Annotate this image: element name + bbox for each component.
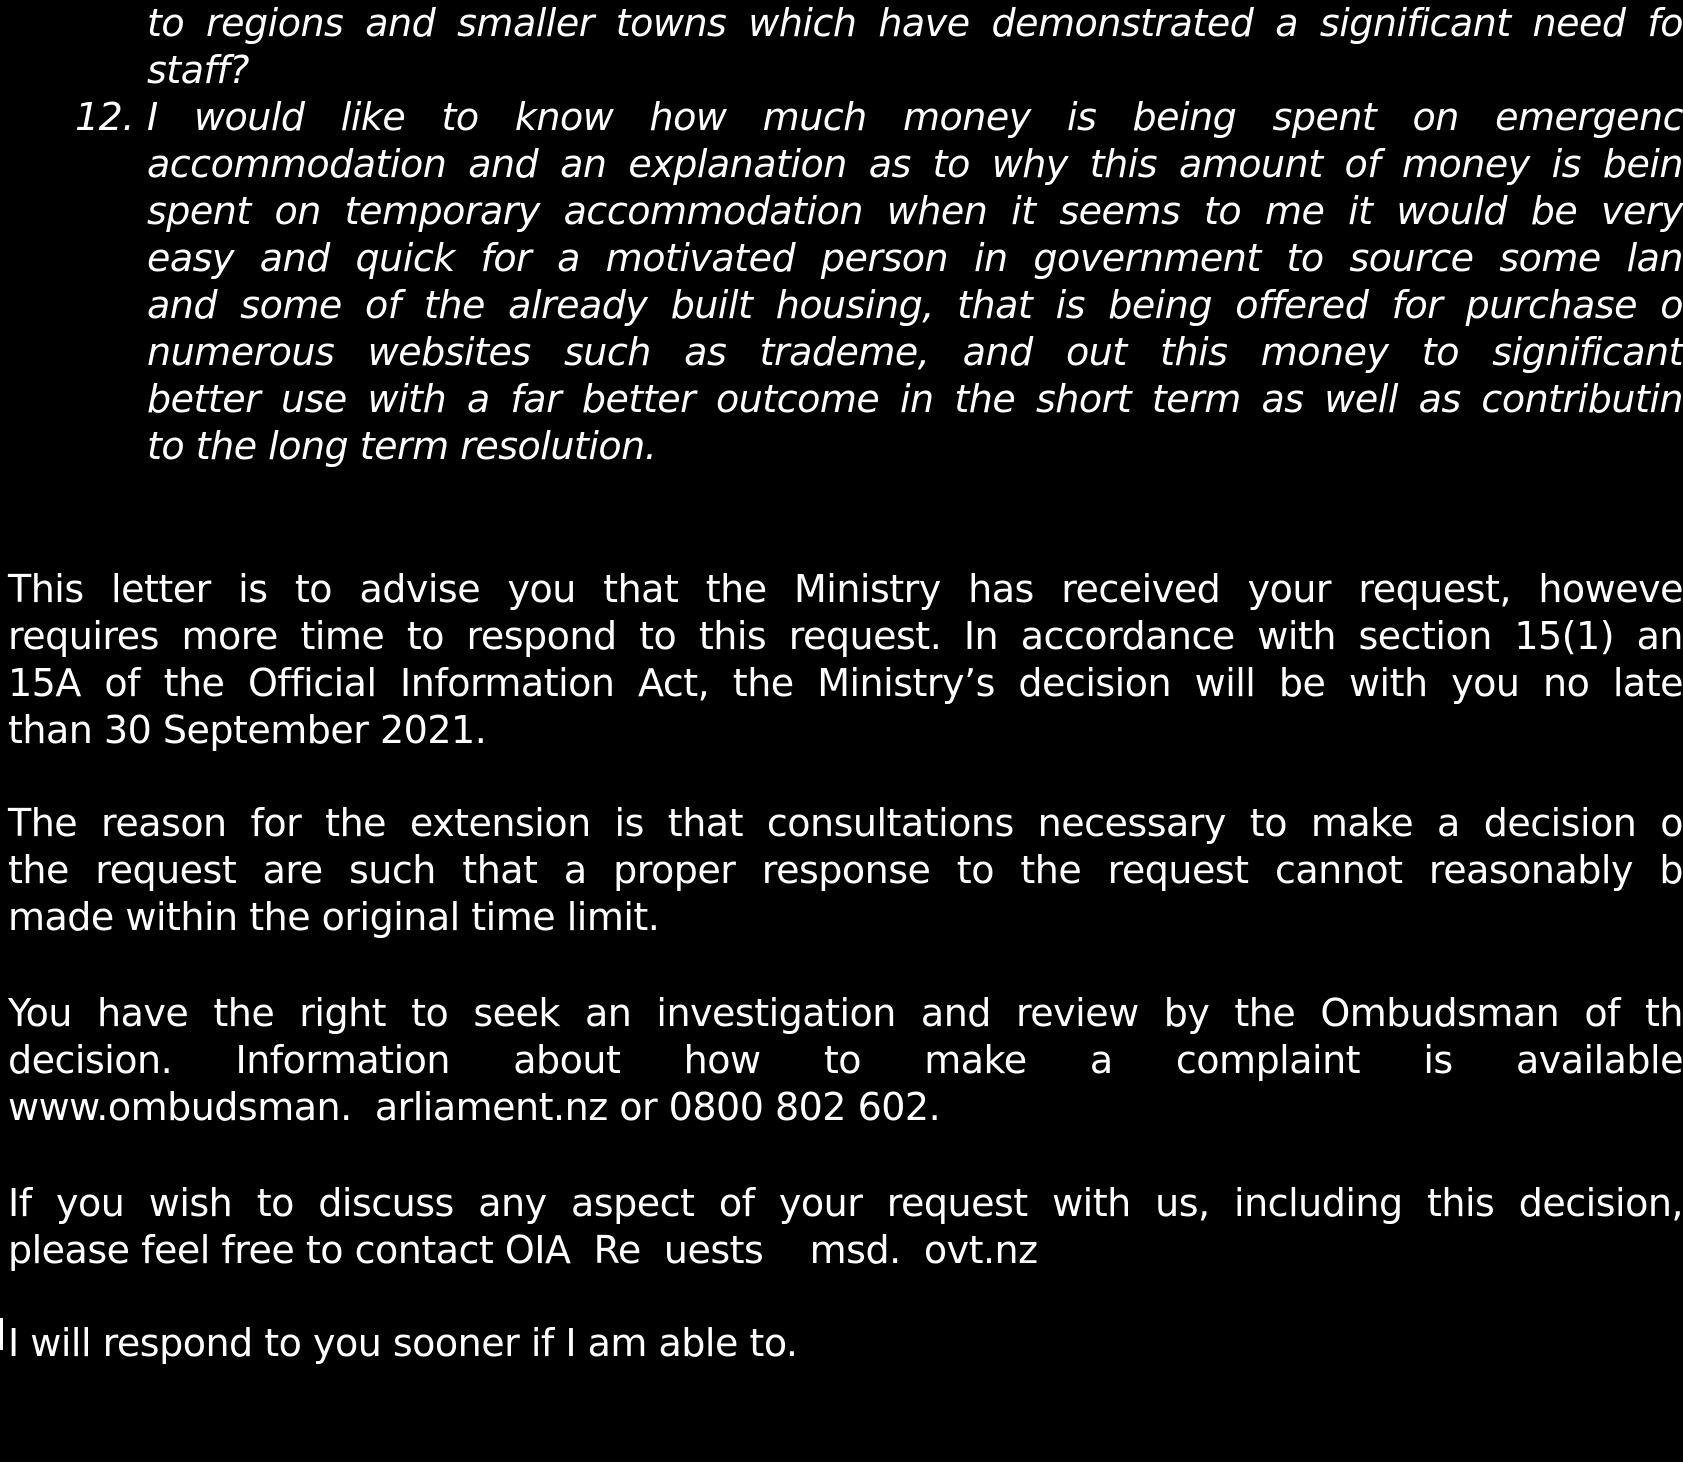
paragraph-line: This letter is to advise you that the Ministry has received your request, howeve [8,567,1683,611]
paragraph-line: I will respond to you sooner if I am able to. [8,1321,798,1365]
paragraph-extension-reason [0,800,1683,941]
quote-line: to regions and smaller towns which have demonstrated a significant need fo [147,1,1683,45]
quote-line: and some of the already built housing, that is being offered for purchase o [147,283,1683,327]
quote-line: to the long term resolution. [147,424,657,468]
paragraph-line: the request are such that a proper response to the request cannot reasonably b [8,848,1683,892]
quote-line: numerous websites such as trademe, and out this money to significant [147,330,1683,374]
paragraph-extension-advice [0,566,1683,754]
scan-edge-artifact [0,1318,3,1350]
paragraph-line: If you wish to discuss any aspect of your request with us, including this decision, [8,1181,1683,1225]
paragraph-line: www.ombudsman. arliament.nz or 0800 802 602. [8,1085,941,1129]
paragraph-ombudsman-rights [0,990,1683,1131]
paragraph-line: please feel free to contact OIA Re uests msd. ovt.nz [8,1228,1038,1272]
paragraph-line: than 30 September 2021. [8,708,487,752]
quote-line: staff? [147,48,249,92]
paragraph-line: 15A of the Official Information Act, the Ministry’s decision will be with you no late [8,661,1683,705]
paragraph-line: requires more time to respond to this request. In accordance with section 15(1) an [8,614,1683,658]
quote-line: better use with a far better outcome in the short term as well as contributin [147,377,1683,421]
quote-line-item-12 [0,94,1683,141]
quote-line: spent on temporary accommodation when it seems to me it would be very [147,189,1683,233]
paragraph-line: decision. Information about how to make a complaint is available [8,1038,1683,1082]
list-item-number: 12. [75,95,134,139]
paragraph-contact-details [0,1180,1683,1274]
closing-salutation-block [0,1412,1683,1459]
quote-line: easy and quick for a motivated person in government to source some lan [147,236,1683,280]
quote-line-text: I would like to know how much money is being spent on emergenc [147,95,1683,139]
quote-line: accommodation and an explanation as to why this amount of money is bein [147,142,1683,186]
quoted-request-block [0,0,1683,470]
paragraph-line: made within the original time limit. [8,895,660,939]
paragraph-line: The reason for the extension is that consultations necessary to make a decision o [8,801,1683,845]
paragraph-line: You have the right to seek an investigation and review by the Ombudsman of th [8,991,1683,1035]
closing-salutation [0,1412,1683,1459]
paragraph-respond-sooner [0,1320,1683,1367]
